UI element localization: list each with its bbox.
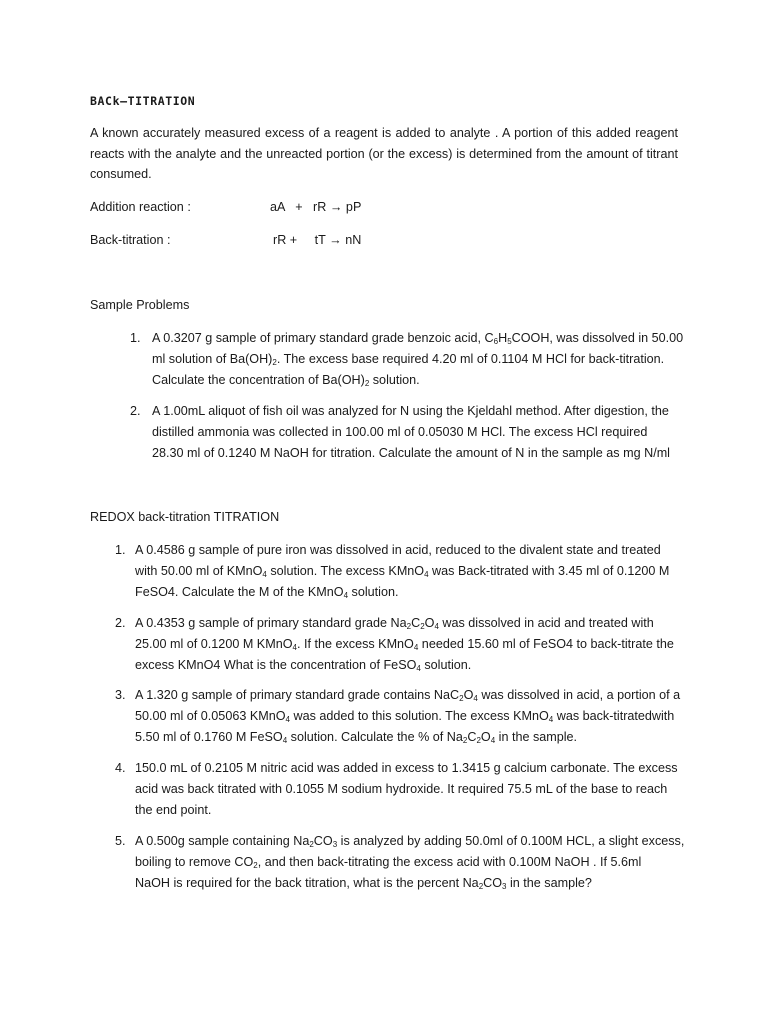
redox-problem-item-line: 50.00 ml of 0.05063 KMnO$_4$ was added to this solution. The excess KMnO$_4$ was back-titratedwith bbox=[135, 709, 675, 724]
sample-problem-item-line: ml solution of $Ba(OH)_2$. The excess base required 4.20 ml of 0.1104 M HCl for back-titration. bbox=[152, 352, 665, 367]
redox-problem-item-line: 25.00 ml of 0.1200 M KMnO$_4$. If the excess KMnO$_4$ needed 15.60 ml of FeSO4 to back-titrate the bbox=[135, 637, 674, 652]
sample-problems-heading: Sample Problems bbox=[90, 298, 190, 312]
intro-paragraph: A known accurately measured excess of a reagent is added to analyte . A portion of this added reagent reacts with the analyte and the unreacted portion (or the excess) is determined from the amount of titrant consumed. bbox=[90, 126, 678, 181]
redox-problem-item-line: A 0.4586 g sample of pure iron was dissolved in acid, reduced to the divalent state and treated bbox=[135, 543, 661, 557]
document-title: BACk–TITRATION bbox=[90, 94, 196, 108]
sample-problem-item-number: 1. bbox=[130, 331, 141, 345]
redox-problem-item-line: A 0.500g sample containing $Na_2CO_3$ is analyzed by adding 50.0ml of 0.100M HCL, a slight excess, bbox=[135, 834, 685, 849]
sample-problem-item-line: A 1.00mL aliquot of fish oil was analyzed for N using the Kjeldahl method. After digestion, the bbox=[152, 404, 669, 418]
redox-problem-item-line: A 1.320 g sample of primary standard grade contains $NaC_2O_4$ was dissolved in acid, a portion of a bbox=[135, 688, 681, 703]
redox-problem-item-line: 5.50 ml of 0.1760 M FeSO$_4$ solution. Calculate the % of $Na_2C_2O_4$ in the sample. bbox=[135, 730, 578, 745]
redox-problem-item-line: boiling to remove $CO_2$, and then back-titrating the excess acid with 0.100M NaOH . If 5.6ml bbox=[135, 855, 642, 870]
redox-problem-item-line: NaOH is required for the back titration, what is the percent $Na_2CO_3$ in the sample? bbox=[135, 876, 592, 891]
redox-problem-item-line: 150.0 mL of 0.2105 M nitric acid was added in excess to 1.3415 g calcium carbonate. The excess bbox=[135, 761, 678, 775]
back-titration-label: Back-titration : bbox=[90, 233, 171, 247]
sample-problem-item-line: A 0.3207 g sample of primary standard grade benzoic acid, $C_6H_5COOH$, was dissolved in 50.00 bbox=[152, 331, 684, 346]
sample-problem-item-line: distilled ammonia was collected in 100.00 ml of 0.05030 M HCl. The excess HCl required bbox=[152, 425, 648, 439]
redox-problem-item-line: with 50.00 ml of KMnO$_4$ solution. The excess KMnO$_4$ was Back-titrated with 3.45 ml of 0.1200 M bbox=[135, 564, 670, 579]
redox-problem-item-number: 4. bbox=[115, 761, 126, 775]
redox-problem-item-line: FeSO4. Calculate the M of the KMnO$_4$ solution. bbox=[135, 585, 399, 600]
redox-heading: REDOX back-titration TITRATION bbox=[90, 510, 280, 524]
redox-problem-item-number: 1. bbox=[115, 543, 126, 557]
redox-problem-item-line: the end point. bbox=[135, 803, 212, 817]
back-titration-equation: rR + tT → nN bbox=[273, 233, 362, 247]
redox-problem-item-number: 2. bbox=[115, 616, 126, 630]
redox-problem-item-line: acid was back titrated with 0.1055 M sodium hydroxide. It required 75.5 mL of the base to reach bbox=[135, 782, 668, 796]
redox-problem-item-line: excess KMnO4 What is the concentration of FeSO$_4$ solution. bbox=[135, 658, 472, 673]
redox-problem-item-number: 5. bbox=[115, 834, 126, 848]
redox-problem-item-line: A 0.4353 g sample of primary standard grade $Na_2C_2O_4$ was dissolved in acid and treated with bbox=[135, 616, 654, 631]
sample-problem-item-number: 2. bbox=[130, 404, 141, 418]
addition-reaction-label: Addition reaction : bbox=[90, 200, 191, 214]
redox-problem-item-number: 3. bbox=[115, 688, 126, 702]
addition-reaction-equation: aA + rR → pP bbox=[270, 200, 362, 214]
sample-problem-item-line: 28.30 ml of 0.1240 M NaOH for titration. Calculate the amount of N in the sample as mg N/ml bbox=[152, 446, 670, 460]
sample-problem-item-line: Calculate the concentration of $Ba(OH)_2$ solution. bbox=[152, 373, 420, 388]
